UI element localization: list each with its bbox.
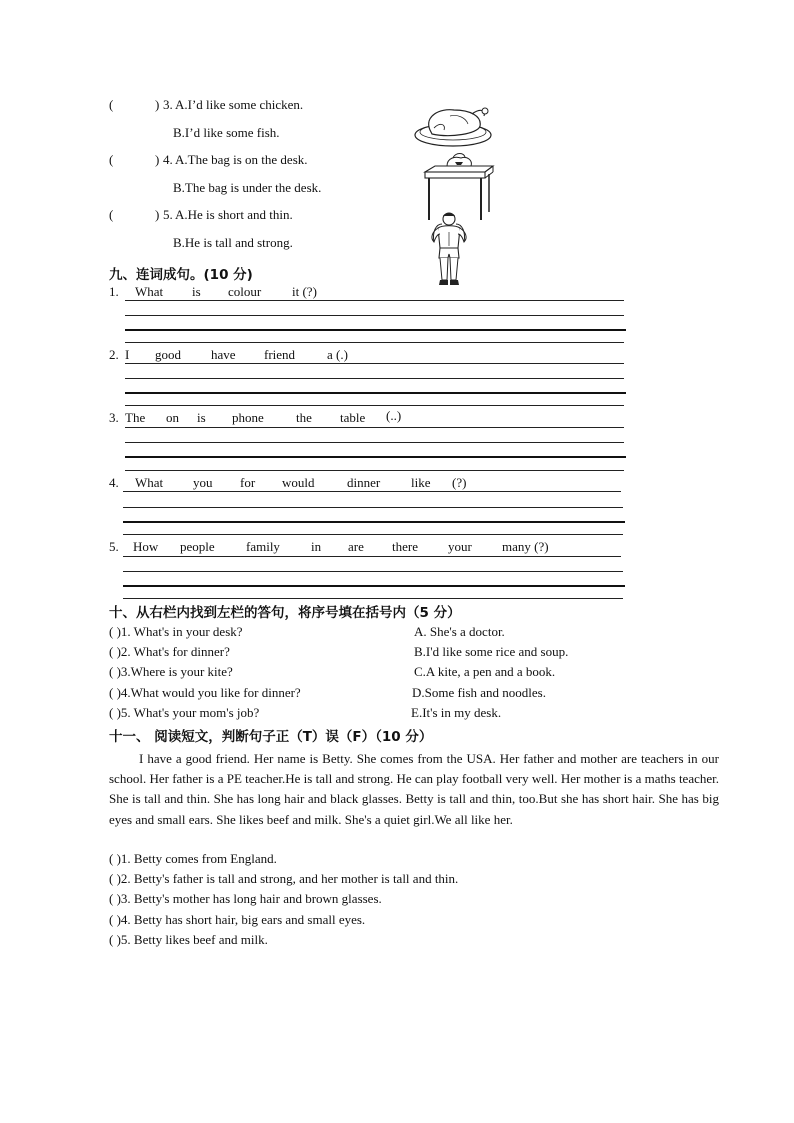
scrambled-word: The xyxy=(125,410,146,425)
answer-item: C.A kite, a pen and a book. xyxy=(414,664,556,679)
writing-line[interactable] xyxy=(125,363,624,364)
answer-paren-close: ) xyxy=(155,207,160,222)
writing-line[interactable] xyxy=(125,378,624,379)
scrambled-word: there xyxy=(392,539,418,554)
writing-line[interactable] xyxy=(123,556,621,557)
scrambled-word: dinner xyxy=(347,475,381,490)
scrambled-word: are xyxy=(348,539,364,554)
writing-line[interactable] xyxy=(123,507,623,508)
answer-item: B.I'd like some rice and soup. xyxy=(414,644,569,659)
scrambled-word: for xyxy=(240,475,256,490)
scrambled-word: colour xyxy=(228,284,262,299)
scrambled-word: you xyxy=(193,475,213,490)
scrambled-word: is xyxy=(197,410,206,425)
scrambled-word: (?) xyxy=(452,475,467,490)
section9-title: 九、连词成句。(10 分) xyxy=(109,267,253,283)
writing-line[interactable] xyxy=(125,470,624,471)
scrambled-word: friend xyxy=(264,347,296,362)
statement-item: ( )5. Betty likes beef and milk. xyxy=(109,932,268,947)
scrambled-word: table xyxy=(340,410,366,425)
answer-paren-open: ( xyxy=(109,97,114,112)
option-b: B.The bag is under the desk. xyxy=(173,180,322,195)
writing-line[interactable] xyxy=(125,300,624,301)
row-number: 1. xyxy=(109,284,119,299)
row-number: 4. xyxy=(109,475,119,490)
scrambled-word: in xyxy=(311,539,322,554)
option-b: B.I’d like some fish. xyxy=(173,125,280,140)
scrambled-word: on xyxy=(166,410,179,425)
writing-line[interactable] xyxy=(123,585,625,587)
scrambled-word: would xyxy=(282,475,315,490)
scrambled-word: (..) xyxy=(386,408,402,423)
writing-line[interactable] xyxy=(123,491,621,492)
row-number: 3. xyxy=(109,410,119,425)
scrambled-word: What xyxy=(135,284,164,299)
writing-line[interactable] xyxy=(125,456,626,458)
writing-line[interactable] xyxy=(125,329,626,331)
writing-line[interactable] xyxy=(123,521,625,523)
writing-line[interactable] xyxy=(125,442,624,443)
scrambled-word: many (?) xyxy=(502,539,549,554)
item-number: 4. xyxy=(163,152,173,167)
reading-passage xyxy=(109,749,719,830)
row-number: 2. xyxy=(109,347,119,362)
scrambled-word: is xyxy=(192,284,201,299)
row-number: 5. xyxy=(109,539,119,554)
scrambled-word: How xyxy=(133,539,159,554)
scrambled-word: people xyxy=(180,539,215,554)
scrambled-word: it (?) xyxy=(292,284,317,299)
answer-item: E.It's in my desk. xyxy=(411,705,502,720)
scrambled-word: phone xyxy=(232,410,264,425)
question-item: ( )5. What's your mom's job? xyxy=(109,705,260,720)
option-a: A.I’d like some chicken. xyxy=(175,97,304,112)
question-item: ( )4.What would you like for dinner? xyxy=(109,685,301,700)
question-item: ( )2. What's for dinner? xyxy=(109,644,230,659)
writing-line[interactable] xyxy=(125,427,624,428)
writing-line[interactable] xyxy=(123,534,623,535)
roast-chicken-picture xyxy=(410,102,492,150)
writing-line[interactable] xyxy=(123,598,623,599)
section10-title: 十、从右栏内找到左栏的答句，将序号填在括号内（5 分） xyxy=(109,605,461,621)
scrambled-word: have xyxy=(211,347,236,362)
writing-line[interactable] xyxy=(125,342,624,343)
writing-line[interactable] xyxy=(125,392,626,394)
answer-paren-open: ( xyxy=(109,152,114,167)
scrambled-word: a (.) xyxy=(327,347,348,362)
scrambled-word: What xyxy=(135,475,164,490)
answer-item: D.Some fish and noodles. xyxy=(412,685,546,700)
question-item: ( )1. What's in your desk? xyxy=(109,624,243,639)
option-b: B.He is tall and strong. xyxy=(173,235,293,250)
option-a: A.He is short and thin. xyxy=(175,207,293,222)
answer-paren-close: ) xyxy=(155,152,160,167)
scrambled-word: the xyxy=(296,410,312,425)
scrambled-word: good xyxy=(155,347,181,362)
question-item: ( )3.Where is your kite? xyxy=(109,664,233,679)
answer-paren-close: ) xyxy=(155,97,160,112)
answer-paren-open: ( xyxy=(109,207,114,222)
section11-title: 十一、 阅读短文，判断句子正（T）误（F）（10 分） xyxy=(109,729,433,745)
scrambled-word: your xyxy=(448,539,472,554)
option-a: A.The bag is on the desk. xyxy=(175,152,308,167)
statement-item: ( )4. Betty has short hair, big ears and small eyes. xyxy=(109,912,366,927)
statement-item: ( )1. Betty comes from England. xyxy=(109,851,277,866)
item-number: 3. xyxy=(163,97,173,112)
statement-item: ( )2. Betty's father is tall and strong, and her mother is tall and thin. xyxy=(109,871,459,886)
item-number: 5. xyxy=(163,207,173,222)
scrambled-word: I xyxy=(125,347,130,362)
scrambled-word: family xyxy=(246,539,280,554)
statement-item: ( )3. Betty's mother has long hair and brown glasses. xyxy=(109,891,382,906)
answer-item: A. She's a doctor. xyxy=(414,624,505,639)
writing-line[interactable] xyxy=(125,405,624,406)
passage-text: I have a good friend. Her name is Betty. She comes from the USA. Her father and mother are teachers in our school. Her father is a PE teacher.He is tall and strong. He can play football very well. Her mother is a maths teacher. She is tall and thin. She has long hair and black glasses. Betty is tall and thin, too.But she has short hair. She has big eyes and small ears. She likes beef and milk. She's a quiet girl.We all like her. xyxy=(109,751,719,827)
strong-man-picture xyxy=(428,210,470,288)
scrambled-word: like xyxy=(411,475,431,490)
writing-line[interactable] xyxy=(125,315,624,316)
writing-line[interactable] xyxy=(123,571,623,572)
